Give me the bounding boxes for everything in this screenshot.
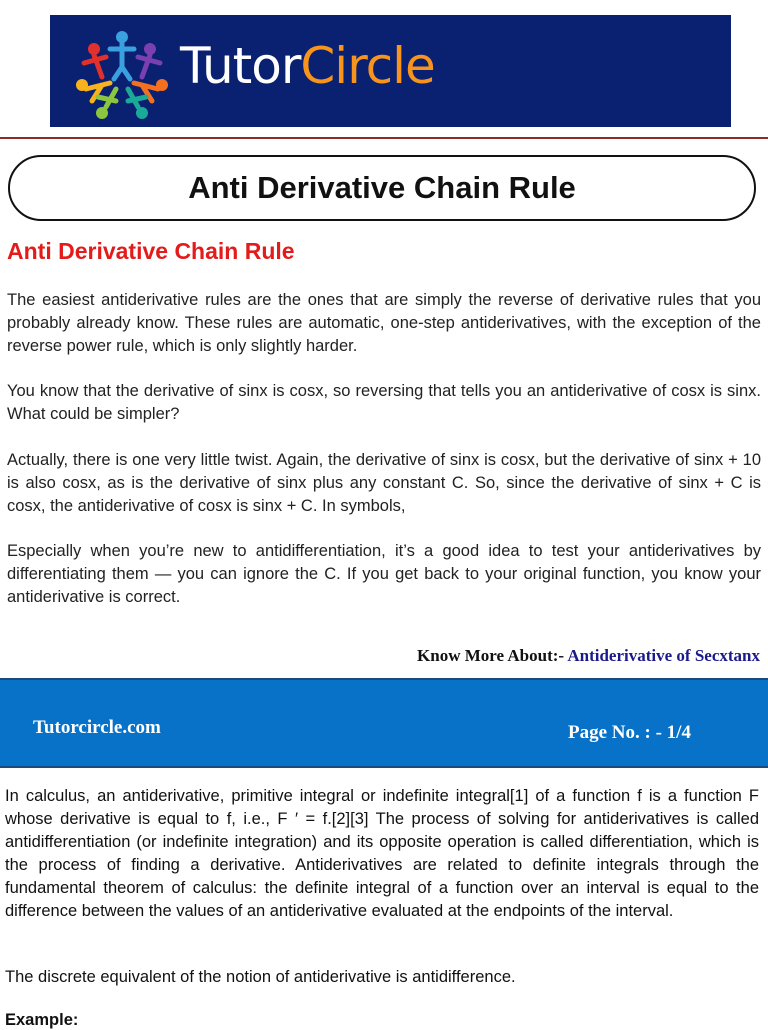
footer-band <box>0 678 768 768</box>
header-divider <box>0 137 768 139</box>
page2-paragraph-2: The discrete equivalent of the notion of antiderivative is antidifference. <box>5 968 516 986</box>
page2-paragraph-1: In calculus, an antiderivative, primitive integral or indefinite integral[1] of a function f is a function F whose derivative is equal to f, i.e., F ′ = f.[2][3] The process of solving for antiderivatives is called antidifferentiation (or indefinite integration) and its opposite operation is called differentiation, which is the process of finding a derivative. Antiderivatives are related to definite integrals through the fundamental theorem of calculus: the definite integral of a function over an interval is equal to the difference between the values of an antiderivative evaluated at the endpoints of the interval. <box>5 787 759 920</box>
example-label: Example: <box>5 1011 79 1029</box>
know-more-label: Know More About:- <box>417 646 565 665</box>
section-heading: Anti Derivative Chain Rule <box>7 238 295 264</box>
header-banner <box>50 15 731 127</box>
paragraph-1: The easiest antiderivative rules are the ones that are simply the reverse of derivative rules that you probably already know. These rules are automatic, one-step antiderivatives, with the exception of the reverse power rule, which is only slightly harder. <box>7 291 761 355</box>
people-circle-logo-icon <box>72 27 172 119</box>
page-number: Page No. : - 1/4 <box>568 722 691 743</box>
page-title: Anti Derivative Chain Rule <box>8 155 756 221</box>
paragraph-2: You know that the derivative of sinx is cosx, so reversing that tells you an antiderivative of cosx is sinx. What could be simpler? <box>7 382 761 423</box>
paragraph-4: Especially when you’re new to antidifferentiation, it’s a good idea to test your antiderivatives by differentiating them — you can ignore the C. If you get back to your original function, you know your antiderivative is correct. <box>7 542 761 606</box>
brand-accent: Circle <box>300 37 435 95</box>
paragraph-3: Actually, there is one very little twist. Again, the derivative of sinx is cosx, but the derivative of sinx + 10 is also cosx, as is the derivative of sinx plus any constant C. So, since the derivative of sinx + C is cosx, the antiderivative of cosx is sinx + C. In symbols, <box>7 451 761 515</box>
know-more-link[interactable]: Antiderivative of Secxtanx <box>567 646 760 665</box>
brand-primary: Tutor <box>180 37 301 95</box>
know-more <box>417 646 760 666</box>
brand-logo-text <box>180 37 435 95</box>
footer-site[interactable]: Tutorcircle.com <box>33 717 161 738</box>
